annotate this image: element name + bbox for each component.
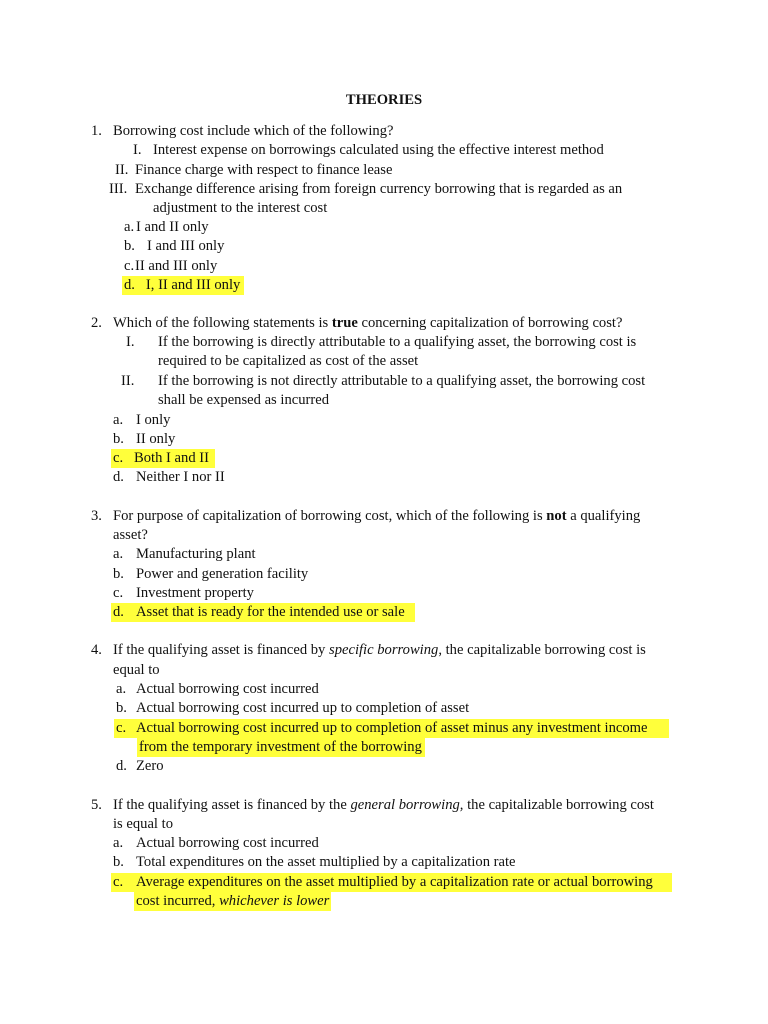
choice-label: b. [113,431,124,447]
question-text-part: a qualifying [566,508,641,524]
choice-text: Actual borrowing cost incurred up to completion of asset minus any investment income [136,720,648,736]
choice-text: II and III only [135,258,218,274]
choice-label: c. [116,720,127,736]
emphasis-italic: general borrowing, [350,797,464,813]
choice-label: b. [124,238,135,254]
correct-answer-highlight-cont [134,892,331,911]
choice-text: I and II only [136,219,209,235]
statement-number: II. [115,162,129,178]
choice-text: Zero [136,758,164,774]
choice-label: d. [113,469,124,485]
choice-label: c. [113,450,124,466]
statement-text: If the borrowing is not directly attributable to a qualifying asset, the borrowing cost [158,373,646,389]
choice-label: c. [113,585,124,601]
choice-text-cont: cost incurred, [136,893,220,909]
question-number: 3. [91,508,102,524]
statement-text-cont: required to be capitalized as cost of the asset [158,353,419,369]
statement-text: Exchange difference arising from foreign currency borrowing that is regarded as an [135,181,623,197]
question-text-cont: equal to [113,662,160,678]
choice-label: b. [113,566,124,582]
question-text [113,507,640,526]
question-text-part: For purpose of capitalization of borrowing cost, which of the following is [113,508,547,524]
choice-text: I only [136,412,171,428]
choice-label: a. [116,681,127,697]
choice-label: a. [113,835,124,851]
choice-text: I, II and III only [145,277,241,293]
choice-label: b. [113,854,124,870]
choice-label: c. [124,258,135,274]
choice-text: Actual borrowing cost incurred [136,681,319,697]
choice-label: c. [113,874,124,890]
question-text-cont: asset? [113,527,148,543]
correct-answer-highlight-cont [137,738,425,757]
statement-number: III. [109,181,128,197]
choice-label: b. [116,700,127,716]
question-text: Borrowing cost include which of the following? [113,123,394,139]
correct-answer-highlight [111,449,215,468]
question-text-part: If the qualifying asset is financed by [113,642,330,658]
choice-text: II only [136,431,176,447]
choice-label: a. [124,219,135,235]
emphasis-bold: true [331,315,358,331]
statement-number: II. [121,373,135,389]
statement-text-cont: adjustment to the interest cost [153,200,328,216]
question-text [113,641,646,660]
choice-text: Power and generation facility [136,566,309,582]
choice-label: d. [113,604,124,620]
question-text-part: Which of the following statements is [113,315,332,331]
choice-text-cont: from the temporary investment of the borrowing [139,739,422,755]
choice-text: Neither I nor II [136,469,225,485]
statement-text-cont: shall be expensed as incurred [158,392,330,408]
page-title: THEORIES [345,92,423,108]
choice-text: Manufacturing plant [136,546,256,562]
choice-text: Actual borrowing cost incurred [136,835,319,851]
question-text-part: concerning capitalization of borrowing cost? [357,315,623,331]
question-text-part: the capitalizable borrowing cost [463,797,654,813]
correct-answer-highlight [122,276,244,295]
correct-answer-highlight [111,603,415,622]
choice-text: Investment property [136,585,254,601]
choice-text: Total expenditures on the asset multiplied by a capitalization rate [136,854,516,870]
question-text-part: If the qualifying asset is financed by the [113,797,351,813]
statement-number: I. [126,334,135,350]
correct-answer-highlight [111,873,672,892]
emphasis-bold: not [546,508,567,524]
choice-text: Average expenditures on the asset multiplied by a capitalization rate or actual borrowing [136,874,653,890]
choice-label: a. [113,412,124,428]
statement-text: Finance charge with respect to finance lease [135,162,393,178]
choice-text: Actual borrowing cost incurred up to completion of asset [136,700,470,716]
question-text-part: , the capitalizable borrowing cost is [438,642,646,658]
question-number: 4. [91,642,102,658]
question-text [113,796,654,815]
question-text-cont: is equal to [113,816,173,832]
choice-label: d. [116,758,127,774]
choice-text: Both I and II [134,450,209,466]
statement-number: I. [133,142,142,158]
question-number: 5. [91,797,102,813]
question-number: 2. [91,315,102,331]
question-number: 1. [91,123,102,139]
question-text [113,314,622,333]
emphasis-italic: whichever is lower [219,893,330,909]
choice-label: a. [113,546,124,562]
choice-text: I and III only [147,238,225,254]
statement-text: Interest expense on borrowings calculated using the effective interest method [153,142,604,158]
choice-label: d. [124,277,135,293]
emphasis-italic: specific borrowing [329,642,439,658]
correct-answer-highlight [114,719,669,738]
choice-text: Asset that is ready for the intended use or sale [136,604,405,620]
statement-text: If the borrowing is directly attributable to a qualifying asset, the borrowing cost is [158,334,637,350]
